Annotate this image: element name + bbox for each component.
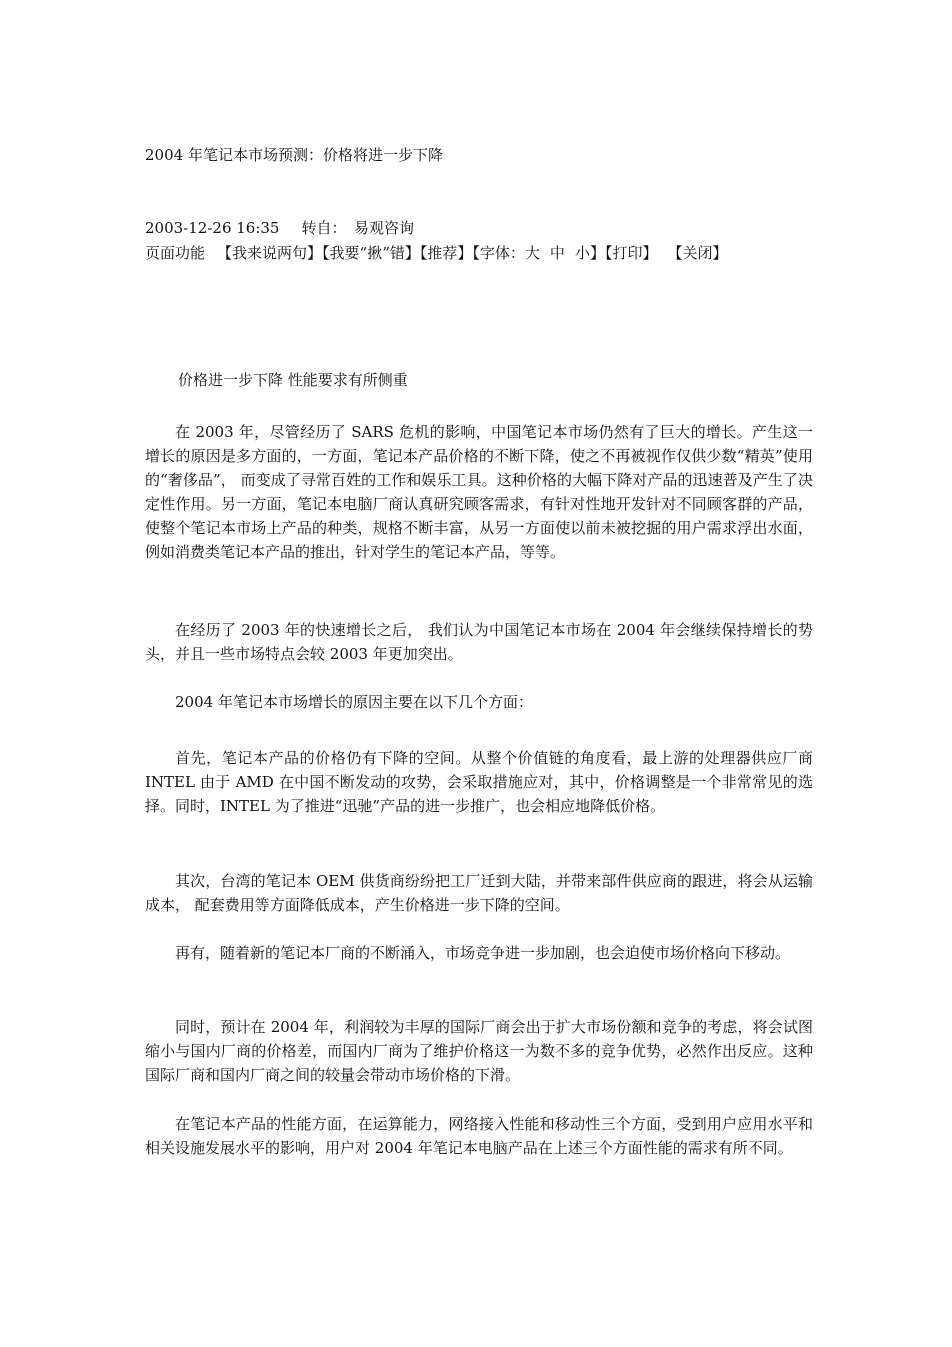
paragraph: 2004 年笔记本市场增长的原因主要在以下几个方面：: [175, 693, 533, 711]
font-large-link[interactable]: 大: [524, 244, 540, 262]
comment-link[interactable]: 【我来说两句】: [217, 244, 323, 262]
article-source: 转自： 易观咨询: [301, 219, 414, 237]
paragraph: 其次，台湾的笔记本 OEM 供货商纷纷把工厂迁到大陆，并带来部件供应商的跟进，将会从运输成本， 配套费用等方面降低成本，产生价格进一步下降的空间。: [145, 872, 813, 914]
recommend-link[interactable]: 【推荐】: [419, 244, 473, 262]
print-link[interactable]: 【打印】: [604, 244, 658, 262]
article-subtitle: 价格进一步下降 性能要求有所侧重: [178, 371, 408, 389]
publish-date: 2003-12-26 16:35: [145, 219, 280, 237]
font-medium-link[interactable]: 中: [549, 244, 565, 262]
report-error-link[interactable]: 【我要“揪”错】: [322, 244, 420, 262]
toolbar-label: 页面功能: [145, 244, 206, 262]
paragraph: 在笔记本产品的性能方面，在运算能力，网络接入性能和移动性三个方面，受到用户应用水平和相关设施发展水平的影响，用户对 2004 年笔记本电脑产品在上述三个方面性能的需求有所不同。: [145, 1115, 813, 1157]
paragraph: 再有，随着新的笔记本厂商的不断涌入，市场竞争进一步加剧，也会迫使市场价格向下移动。: [175, 944, 791, 962]
paragraph: 同时，预计在 2004 年，利润较为丰厚的国际厂商会出于扩大市场份额和竞争的考虑，将会试图缩小与国内厂商的价格差，而国内厂商为了维护价格这一为数不多的竞争优势，必然作出反应。这种国际厂商和国内厂商之间的较量会带动市场价格的下滑。: [145, 1018, 813, 1084]
page-functions-toolbar: [145, 244, 727, 262]
paragraph: 在 2003 年，尽管经历了 SARS 危机的影响，中国笔记本市场仍然有了巨大的增长。产生这一增长的原因是多方面的，一方面，笔记本产品价格的不断下降，使之不再被视作仅供少数“精英”使用的“奢侈品”， 而变成了寻常百姓的工作和娱乐工具。这种价格的大幅下降对产品的迅速普及产生了决定性作用。另一方面，笔记本电脑厂商认真研究顾客需求，有针对性地开发针对不同顾客群的产品，使整个笔记本市场上产品的种类，规格不断丰富，从另一方面使以前未被挖掘的用户需求浮出水面， 例如消费类笔记本产品的推出，针对学生的笔记本产品，等等。: [145, 423, 813, 561]
paragraph: 在经历了 2003 年的快速增长之后， 我们认为中国笔记本市场在 2004 年会继续保持增长的势头，并且一些市场特点会较 2003 年更加突出。: [145, 621, 813, 663]
article-title: 2004 年笔记本市场预测：价格将进一步下降: [145, 146, 443, 164]
article-meta: [145, 219, 414, 237]
close-link[interactable]: 【关闭】: [667, 244, 728, 262]
font-small-link[interactable]: 小】: [574, 244, 605, 262]
paragraph: 首先，笔记本产品的价格仍有下降的空间。从整个价值链的角度看，最上游的处理器供应厂商 INTEL 由于 AMD 在中国不断发动的攻势，会采取措施应对，其中，价格调整是一个非常常见的选择。同时，INTEL 为了推进“迅驰”产品的进一步推广，也会相应地降低价格。: [145, 749, 813, 815]
font-size-prefix: 【字体：: [472, 244, 525, 262]
